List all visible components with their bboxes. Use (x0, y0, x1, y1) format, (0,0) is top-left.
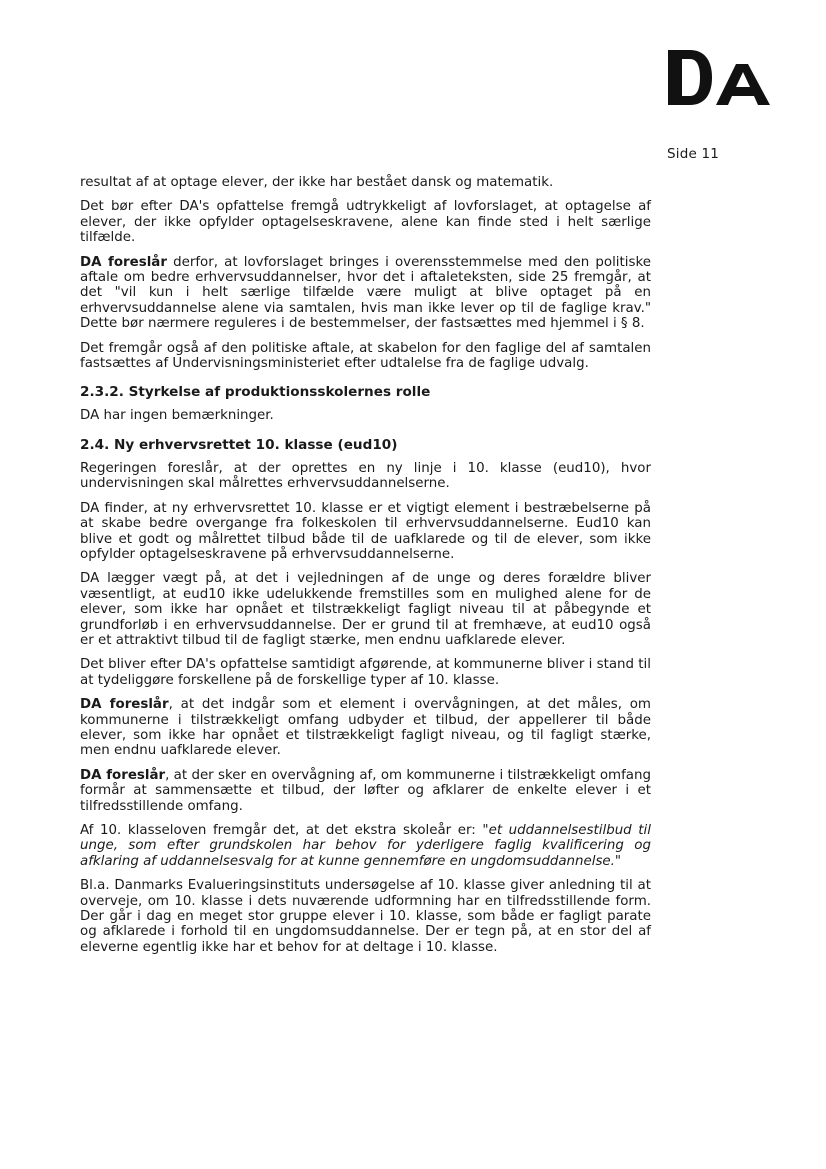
paragraph (80, 697, 651, 759)
paragraph: Regeringen foreslår, at der oprettes en ny linje i 10. klasse (eud10), hvor undervisningen skal målrettes erhvervsuddannelserne. (80, 460, 651, 492)
section-heading: 2.3.2. Styrkelse af produktionsskolernes rolle (80, 384, 431, 401)
paragraph: Det fremgår også af den politiske aftale, at skabelon for den faglige del af samtalen fastsættes af Undervisningsministeriet efter udtalelse fra de faglige udvalg. (80, 340, 651, 372)
paragraph: Det bliver efter DA's opfattelse samtidigt afgørende, at kommunerne bliver i stand til at tydeliggøre forskellene på de forskellige typer af 10. klasse. (80, 657, 651, 688)
paragraph: resultat af at optage elever, der ikke har bestået dansk og matematik. (80, 175, 554, 190)
bold-lead: DA foreslår (80, 254, 167, 270)
paragraph (80, 823, 651, 869)
paragraph-text: derfor, at lovforslaget bringes i overensstemmelse med den politiske aftale om bedre erhvervsuddannelser, hvor det i aftaleteksten, side 25 fremgår, at det "vil kun i helt særlige tilfælde være muligt at blive optaget på en erhvervsuddannelse alene via samtalen, hvis man ikke lever op til de faglige krav." Dette bør nærmere reguleres i de bestemmelser, der fastsættes med hjemmel i § 8. (80, 254, 651, 332)
paragraph (80, 768, 651, 814)
paragraph: DA finder, at ny erhvervsrettet 10. klasse er et vigtigt element i bestræbelserne på at skabe bedre overgange fra folkeskolen til erhvervsuddannelserne. Eud10 kan blive et godt og målrettet tilbud både til de uafklarede og til de elever, som ikke opfylder optagelseskravene på erhvervsuddannelserne. (80, 500, 651, 562)
paragraph: Bl.a. Danmarks Evalueringsinstituts undersøgelse af 10. klasse giver anledning til at overveje, om 10. klasse i dets nuværende udformning har en tilfredsstillende form. Der går i dag en meget stor gruppe elever i 10. klasse, som både er fagligt parate og afklarede i forhold til en ungdomsuddannelse. Der er tegn på, at en stor del af eleverne egentlig ikke har et behov for at deltage i 10. klasse. (80, 878, 651, 955)
paragraph-text: Af 10. klasseloven fremgår det, at det ekstra skoleår er: (80, 823, 483, 838)
document-body (80, 175, 651, 964)
paragraph: Det bør efter DA's opfattelse fremgå udtrykkeligt af lovforslaget, at optagelse af elever, der ikke opfylder optagelseskravene, alene kan finde sted i helt særlige tilfælde. (80, 199, 651, 246)
bold-lead: DA foreslår (80, 697, 169, 713)
paragraph-text: , at der sker en overvågning af, om kommunerne i tilstrækkeligt omfang formår at sammensætte et tilbud, der løfter og afklarer de enkelte elever i et tilfredsstillende omfang. (80, 767, 651, 814)
quote: "et uddannelsestilbud til unge, som efter grundskolen har behov for yderligere faglig kvalificering og afklaring af uddannelsesvalg for at kunne gennemføre en ungdomsuddannelse." (80, 823, 651, 869)
da-logo (668, 50, 780, 105)
section-heading: 2.4. Ny erhvervsrettet 10. klasse (eud10) (80, 436, 398, 453)
bold-lead: DA foreslår (80, 767, 166, 783)
page-number: Side 11 (667, 146, 720, 162)
paragraph: DA har ingen bemærkninger. (80, 408, 274, 424)
paragraph: DA lægger vægt på, at det i vejledningen af de unge og deres forældre bliver væsentligt, at eud10 ikke udelukkende fremstilles som en mulighed alene for de elever, som ikke har opnået et tilstrækkeligt fagligt niveau til at påbegynde et grundforløb i en erhvervsuddannelse. Der er grund til at fremhæve, at eud10 også er et attraktivt tilbud til de fagligt stærke, men endnu uafklarede elever. (80, 571, 651, 648)
paragraph-text: , at det indgår som et element i overvågningen, at det måles, om kommunerne i tilstrækkeligt omfang udbyder et tilbud, der appellerer til både elever, som ikke har opnået et tilstrækkeligt fagligt niveau, og til fagligt stærke, men endnu uafklarede elever. (80, 697, 651, 759)
paragraph (80, 255, 651, 332)
